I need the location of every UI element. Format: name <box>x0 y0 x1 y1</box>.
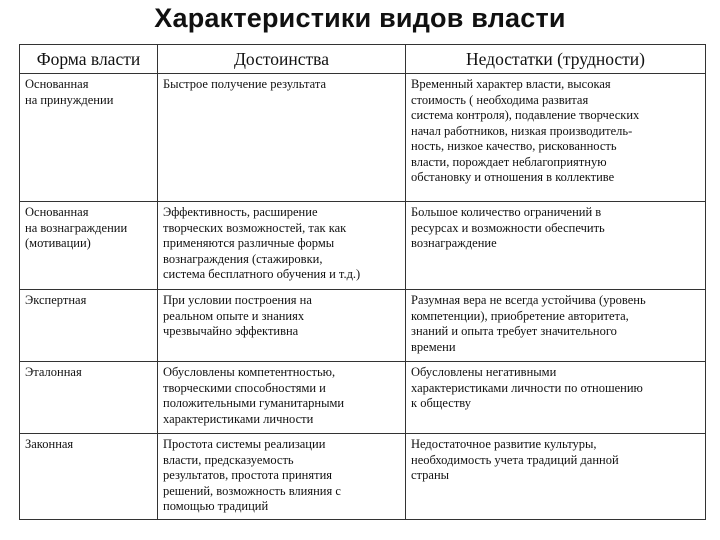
table-row <box>20 362 706 434</box>
cell-advantages: Эффективность, расширение творческих возможностей, так как применяются различные формы вознаграждения (стажировки, система бесплатного обучения и т.д.) <box>158 202 406 290</box>
table-row <box>20 290 706 362</box>
cell-drawbacks: Разумная вера не всегда устойчива (уровень компетенции), приобретение авторитета, знаний и опыта требует значительного времени <box>406 290 706 362</box>
table-row <box>20 74 706 202</box>
cell-drawbacks: Временный характер власти, высокая стоимость ( необходима развитая система контроля), подавление творческих начал работников, низкая производитель- ность, низкое качество, рискованность власти, порождает неблагоприятную обстановку и отношения в коллективе <box>406 74 706 202</box>
table-row <box>20 202 706 290</box>
cell-advantages: Простота системы реализации власти, предсказуемость результатов, простота принятия решений, возможность влияния с помощью традиций <box>158 434 406 520</box>
cell-advantages: Быстрое получение результата <box>158 74 406 202</box>
cell-form: Экспертная <box>20 290 158 362</box>
page-title: Характеристики видов власти <box>154 3 566 33</box>
cell-form: Законная <box>20 434 158 520</box>
header-advantages: Достоинства <box>158 45 406 74</box>
cell-form: Основанная на принуждении <box>20 74 158 202</box>
cell-advantages: Обусловлены компетентностью, творческими способностями и положительными гуманитарными характеристиками личности <box>158 362 406 434</box>
cell-advantages: При условии построения на реальном опыте и знаниях чрезвычайно эффективна <box>158 290 406 362</box>
cell-drawbacks: Недостаточное развитие культуры, необходимость учета традиций данной страны <box>406 434 706 520</box>
header-form: Форма власти <box>20 45 158 74</box>
cell-form: Основанная на вознаграждении (мотивации) <box>20 202 158 290</box>
header-drawbacks: Недостатки (трудности) <box>406 45 706 74</box>
cell-drawbacks: Обусловлены негативными характеристиками личности по отношению к обществу <box>406 362 706 434</box>
cell-form: Эталонная <box>20 362 158 434</box>
power-types-table <box>19 44 706 520</box>
table-row <box>20 434 706 520</box>
cell-drawbacks: Большое количество ограничений в ресурсах и возможности обеспечить вознаграждение <box>406 202 706 290</box>
table-header-row <box>20 45 706 74</box>
